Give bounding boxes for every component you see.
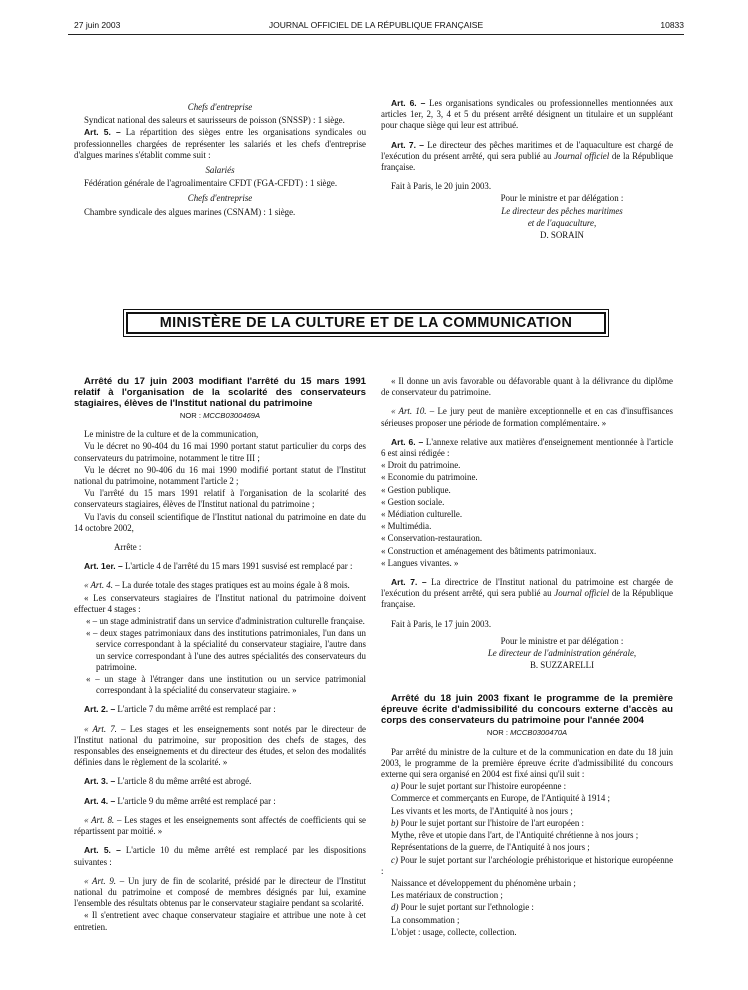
signatory-name: D. SORAIN — [540, 230, 584, 241]
quoted-article: « Art. 7. – Les stages et les enseignements sont notés par le directeur de l'Institut national du patrimoine, sur proposition des chefs de stages, des responsables des enseignements et du directeur des études, et selon des modalités définies dans le règlement de la scolarité. » — [74, 723, 367, 768]
article-label: Art. 1er. – — [84, 561, 123, 572]
paragraph: Vu l'avis du conseil scientifique de l'Institut national du patrimoine en date du 14 octobre 2002, — [74, 511, 366, 533]
program-heading: b) Pour le sujet portant sur l'histoire de l'art européen : — [391, 817, 584, 828]
quoted-article: « Art. 4. – La durée totale des stages pratiques est au moins égale à 8 mois. — [84, 580, 350, 591]
article-label: Art. 7. – — [391, 577, 427, 588]
list-item: « Médiation culturelle. — [381, 509, 463, 520]
article-paragraph: Art. 6. – L'annexe relative aux matières d'enseignement mentionnée à l'article 6 est ainsi rédigée : — [381, 436, 674, 459]
signatory-name: B. SUZZARELLI — [529, 660, 595, 671]
section-heading: Chefs d'entreprise — [187, 102, 253, 112]
article-paragraph: Art. 5. – L'article 10 du même arrêté est remplacé par les dispositions suivantes : — [74, 845, 367, 867]
signature-title: Le directeur de l'administration générale, — [487, 648, 637, 659]
right-main-column — [381, 376, 673, 939]
program-item: Mythe, rêve et utopie dans l'art, de l'Antiquité chrétienne à nos jours ; — [391, 830, 639, 841]
header-journal-title: JOURNAL OFFICIEL DE LA RÉPUBLIQUE FRANÇAISE — [268, 20, 484, 30]
program-item: Les matériaux de construction ; — [391, 890, 503, 901]
article-label: Art. 3. – — [84, 776, 116, 787]
list-item: « Construction et aménagement des bâtiments patrimoniaux. — [381, 545, 597, 556]
paragraph: Syndicat national des saleurs et saurisseurs de poisson (SNSSP) : 1 siège. — [84, 115, 345, 126]
top-right-column — [381, 98, 673, 242]
article-label: Art. 7. – — [391, 139, 425, 150]
done-at-line: Fait à Paris, le 20 juin 2003. — [391, 181, 492, 192]
signature-line: Pour le ministre et par délégation : — [500, 635, 624, 646]
paragraph: Par arrêté du ministre de la culture et de la communication en date du 18 juin 2003, le programme de la première épreuve écrite d'admissibilité du concours externe qui sera organisé en 2004 est fixé ainsi qu'il suit : — [381, 746, 673, 780]
article-label: Art. 6. – — [391, 98, 426, 108]
decree-title: Arrêté du 17 juin 2003 modifiant l'arrêté du 15 mars 1991 relatif à l'organisation de la scolarité des conservateurs stagiaires, élèves de l'Institut national du patrimoine — [74, 376, 366, 409]
quoted-article: « Art. 10. – Le jury peut de manière exceptionnelle et en cas d'insuffisances sérieuses proposer une période de formation complémentaire. » — [381, 406, 673, 428]
quoted-article: « Art. 8. – Les stages et les enseignements sont affectés de coefficients qui se répartissent par moitié. » — [74, 814, 366, 837]
decree-title: Arrêté du 18 juin 2003 fixant le programme de la première épreuve écrite d'admissibilité du concours externe d'accès au corps des conservateurs du patrimoine pour l'année 2004 — [381, 693, 673, 727]
signature-title: et de l'aquaculture, — [527, 217, 597, 228]
article-label: Art. 4. – — [84, 795, 116, 806]
article-paragraph: Art. 7. – Le directeur des pêches maritimes et de l'aquaculture est chargé de l'exécution du présent arrêté, qui sera publié au Journal officiel de la République française. — [381, 139, 674, 173]
paragraph: Vu le décret no 90-406 du 16 mai 1990 modifié portant statut de l'Institut national du patrimoine, notamment l'article 2 ; — [74, 464, 366, 487]
program-heading: c) Pour le sujet portant sur l'archéologie préhistorique et historique européenne : — [381, 854, 674, 876]
section-heading: Salariés — [205, 165, 235, 176]
list-item: « – un stage à l'étranger dans une institution ou un service patrimonial correspondant à la spécialité du conservateur stagiaire. » — [86, 674, 366, 696]
article-paragraph: Art. 6. – Les organisations syndicales ou professionnelles mentionnées aux articles 1er, 2, 3, 4 et 5 du présent arrêté désignent un titulaire et un suppléant pour chaque siège qui leur est attribué. — [381, 98, 674, 131]
program-item: Les vivants et les morts, de l'Antiquité à nos jours ; — [391, 805, 573, 816]
left-main-column — [74, 376, 366, 934]
article-paragraph: Art. 7. – La directrice de l'Institut national du patrimoine est chargée de l'exécution du présent arrêté, qui sera publié au Journal officiel de la République française. — [381, 577, 673, 610]
program-item: L'objet : usage, collecte, collection. — [391, 926, 517, 937]
paragraph: Chambre syndicale des algues marines (CSNAM) : 1 siège. — [84, 206, 296, 217]
ministry-banner: MINISTÈRE DE LA CULTURE ET DE LA COMMUNICATION — [126, 312, 606, 334]
paragraph: Vu l'arrêté du 15 mars 1991 relatif à l'organisation de la scolarité des conservateurs stagiaires, élèves de l'Institut national du patrimoine ; — [74, 488, 366, 510]
list-item: « Gestion publique. — [381, 484, 451, 495]
paragraph: Vu le décret no 90-404 du 16 mai 1990 portant statut particulier du corps des conservateurs du patrimoine, notamment le titre III ; — [74, 441, 366, 463]
article-paragraph: Art. 3. – L'article 8 du même arrêté est abrogé. — [84, 776, 252, 787]
article-label: Art. 5. – — [84, 127, 121, 138]
header-rule — [68, 34, 684, 35]
article-paragraph: Art. 1er. – L'article 4 de l'arrêté du 15 mars 1991 susvisé est remplacé par : — [84, 561, 353, 572]
program-item: Représentations de la guerre, de l'Antiquité à nos jours ; — [391, 842, 590, 853]
paragraph: « Il s'entretient avec chaque conservateur stagiaire et attribue une note à cet entretien. — [74, 910, 366, 932]
paragraph: « Il donne un avis favorable ou défavorable quant à la délivrance du diplôme de conservateur du patrimoine. — [381, 376, 673, 398]
article-label: Art. 2. – — [84, 704, 116, 715]
list-item: « – un stage administratif dans un service d'administration culturelle française. — [86, 616, 365, 627]
quoted-article: « Art. 9. – Un jury de fin de scolarité, présidé par le directeur de l'Institut national du patrimoine et composé de membres désignés par lui, examine l'ensemble des résultats obtenus par le conservateur stagiaire pendant sa scolarité. — [74, 875, 367, 909]
decree-arrete: Arrête : — [114, 542, 142, 553]
list-item: « Droit du patrimoine. — [381, 460, 461, 471]
program-heading: d) Pour le sujet portant sur l'ethnologie : — [391, 902, 534, 913]
top-left-column — [74, 98, 366, 219]
nor-reference: NOR : MCCB0300469A — [179, 411, 261, 420]
header-page-number: 10833 — [660, 20, 684, 30]
section-heading: Chefs d'entreprise — [187, 193, 253, 204]
program-item: La consommation ; — [391, 914, 460, 925]
signature-line: Pour le ministre et par délégation : — [500, 193, 624, 204]
article-paragraph: Art. 5. – La répartition des sièges entre les organisations syndicales ou professionnelles chargées de représenter les salariés et les chefs d'entreprise d'algues marines s'établit comme suit : — [74, 127, 367, 160]
paragraph: Fédération générale de l'agroalimentaire CFDT (FGA-CFDT) : 1 siège. — [84, 178, 338, 189]
article-label: Art. 6. – — [391, 436, 424, 447]
article-paragraph: Art. 2. – L'article 7 du même arrêté est remplacé par : — [84, 704, 276, 715]
done-at-line: Fait à Paris, le 17 juin 2003. — [391, 618, 492, 629]
program-item: Commerce et commerçants en Europe, de l'Antiquité à 1914 ; — [391, 793, 610, 804]
paragraph: « Les conservateurs stagiaires de l'Institut national du patrimoine doivent effectuer 4 stages : — [74, 592, 366, 614]
signature-title: Le directeur des pêches maritimes — [501, 205, 623, 216]
header-date: 27 juin 2003 — [74, 20, 121, 30]
list-item: « – deux stages patrimoniaux dans des institutions patrimoniales, l'un dans un service correspondant à la spécialité du conservateur stagiaire, l'autre dans un service correspondant à l'une des autres spécialités des conservateurs du patrimoine. — [86, 628, 366, 672]
paragraph: Le ministre de la culture et de la communication, — [84, 429, 259, 440]
list-item: « Economie du patrimoine. — [381, 472, 478, 483]
list-item: « Conservation-restauration. — [381, 533, 483, 544]
program-heading: a) Pour le sujet portant sur l'histoire européenne : — [391, 781, 567, 792]
list-item: « Gestion sociale. — [381, 496, 445, 507]
nor-reference: NOR : MCCB0300470A — [486, 728, 568, 738]
article-paragraph: Art. 4. – L'article 9 du même arrêté est remplacé par : — [84, 795, 276, 806]
list-item: « Langues vivantes. » — [381, 557, 459, 568]
program-item: Naissance et développement du phénomène urbain ; — [391, 877, 576, 888]
article-label: Art. 5. – — [84, 845, 121, 856]
list-item: « Multimédia. — [381, 521, 432, 532]
